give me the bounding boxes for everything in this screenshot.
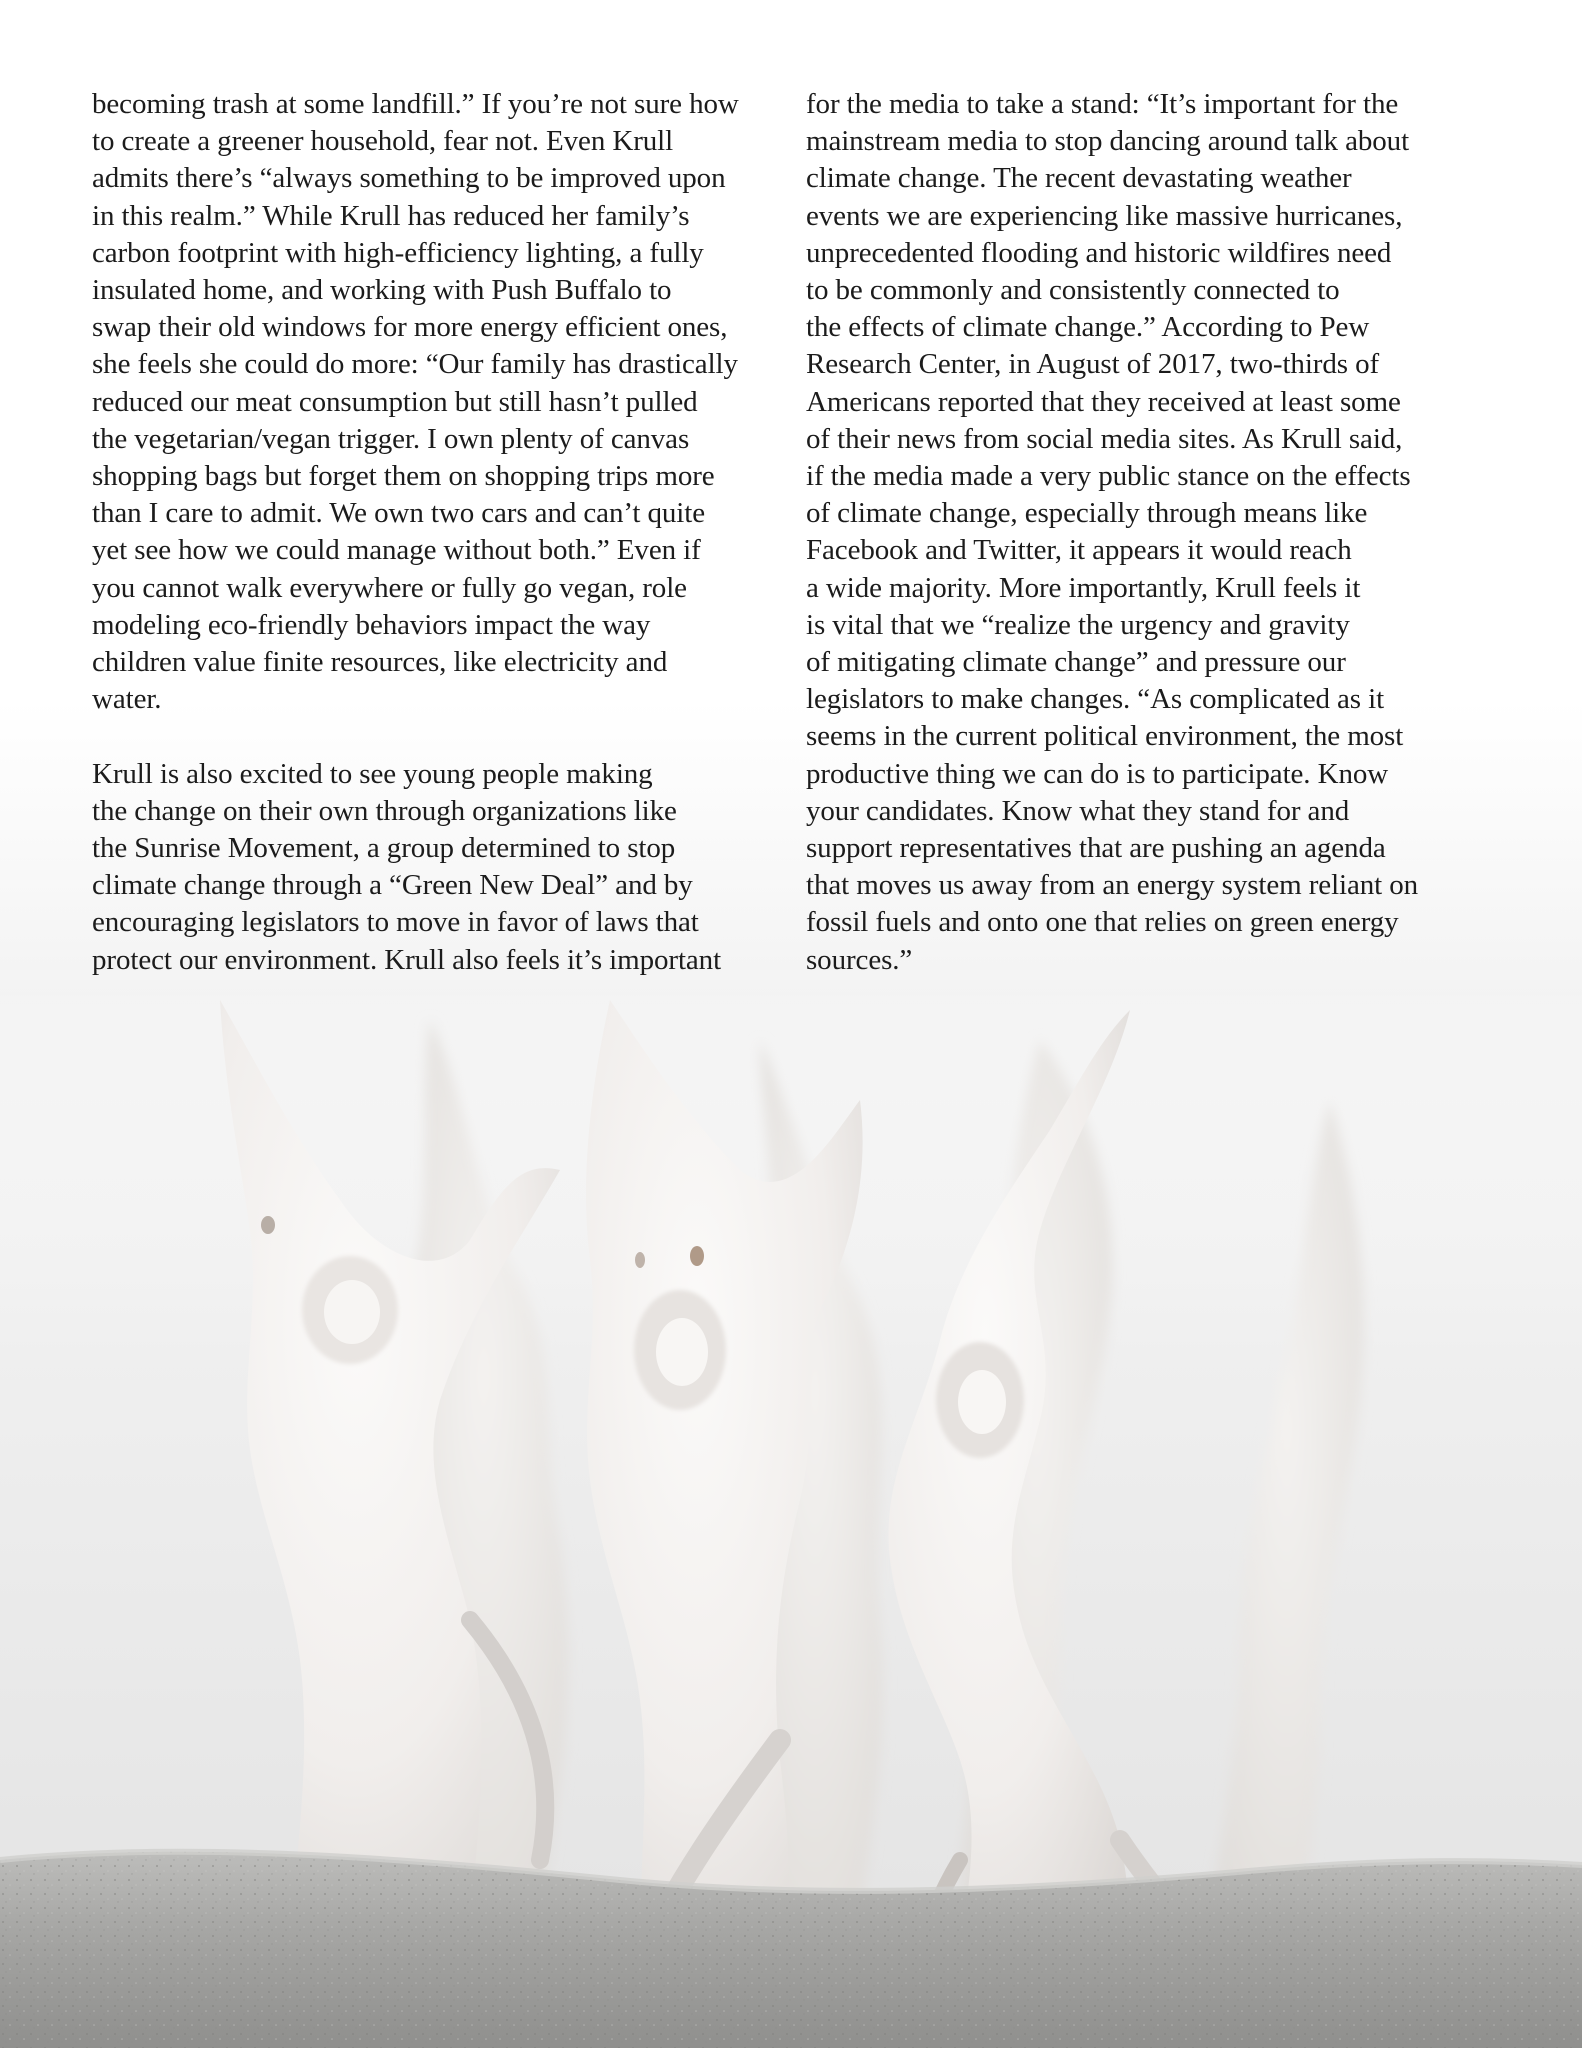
left-paragraph-2: Krull is also excited to see young people making the change on their own through organizations like the Sunrise Movement, a group determined to stop climate change through a “Green New Deal” and by encouraging legislators to move in favor of laws that protect our environment. Krull also feels it’s important (92, 757, 722, 976)
left-paragraph-1: becoming trash at some landfill.” If you’re not sure how to create a greener household, fear not. Even Krull admits there’s “always something to be improved upon in this realm.” While Krull has reduced her family’s carbon footprint with high-efficiency lighting, a fully insulated home, and working with Push Buffalo to swap their old windows for more energy efficient ones, she feels she could do more: “Our family has drastically reduced our meat consumption but still hasn’t pulled the vegetarian/vegan trigger. I own plenty of canvas shopping bags but forget them on shopping trips more than I care to admit. We own two cars and can’t quite yet see how we could manage without both.” Even if you cannot walk everywhere or fully go vegan, role modeling eco-friendly behaviors impact the way children value finite resources, like electricity and water. (92, 88, 739, 716)
left-text-column (92, 86, 792, 979)
ceramic-figurines-illustration (0, 980, 1582, 2048)
ceramic-figurines-photo (0, 980, 1582, 2048)
right-paragraph-1: for the media to take a stand: “It’s important for the mainstream media to stop dancing around talk about climate change. The recent devastating weather events we are experiencing like massive hurricanes, unprecedented flooding and historic wildfires need to be commonly and consistently connected to the effects of climate change.” According to Pew Research Center, in August of 2017, two-thirds of Americans reported that they received at least some of their news from social media sites. As Krull said, if the media made a very public stance on the effects of climate change, especially through means like Facebook and Twitter, it appears it would reach a wide majority. More importantly, Krull feels it is vital that we “realize the urgency and gravity of mitigating climate change” and pressure our legislators to make changes. “As complicated as it seems in the current political environment, the most productive thing we can do is to participate. Know your candidates. Know what they stand for and support representatives that are pushing an agenda that moves us away from an energy system reliant on fossil fuels and onto one that relies on green energy sources.” (806, 88, 1419, 976)
right-text-column (806, 86, 1518, 979)
